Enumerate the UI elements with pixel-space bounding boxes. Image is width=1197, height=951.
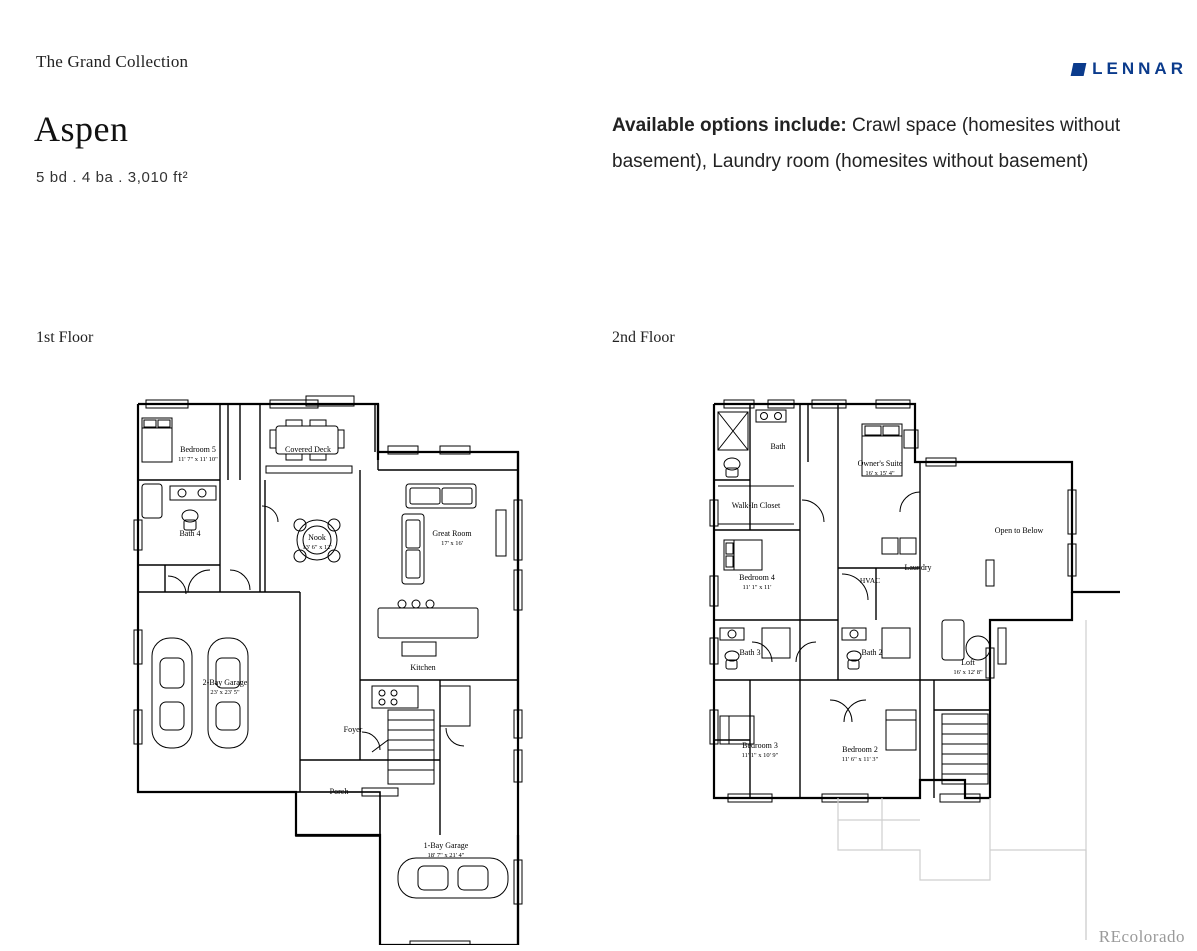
- room-label: 2-Bay Garage: [202, 678, 248, 687]
- plan-specs: 5 bd . 4 ba . 3,010 ft²: [36, 169, 189, 186]
- page-title: Aspen: [34, 109, 129, 149]
- lennar-mark-icon: [1071, 63, 1087, 76]
- room-label: Loft: [961, 658, 975, 667]
- room-label: Covered Deck: [285, 445, 331, 454]
- room-label: Bedroom 2: [842, 745, 878, 754]
- room-label: Open to Below: [994, 526, 1044, 535]
- room-label: Foyer: [343, 725, 363, 734]
- available-options-text: Crawl space (homesites without basement), Laundry room (homesites without basement): [612, 115, 1121, 172]
- room-dims: 18' 7" x 21' 4": [427, 852, 465, 859]
- room-label: Bath 2: [861, 648, 883, 657]
- room-dims: 16' x 15' 4": [865, 470, 895, 477]
- collection-title: The Grand Collection: [36, 52, 189, 71]
- room-label: Bedroom 3: [742, 741, 778, 750]
- room-label: Owner's Suite: [857, 459, 903, 468]
- room-label: Bedroom 5: [180, 445, 216, 454]
- room-label: Bath 4: [179, 529, 201, 538]
- room-dims: 17' x 16': [441, 540, 463, 547]
- room-label: Kitchen: [410, 663, 436, 672]
- available-options-label: Available options include:: [612, 115, 847, 136]
- available-options: [612, 108, 1182, 180]
- room-dims: 13' 6" x 12': [302, 544, 332, 551]
- room-label: Bath: [770, 442, 786, 451]
- room-label: Nook: [308, 533, 326, 542]
- room-dims: 16' x 12' 8": [953, 669, 983, 676]
- floor-label-2: 2nd Floor: [612, 329, 675, 346]
- room-label: Walk-In Closet: [731, 501, 781, 510]
- floorplan-second-floor-svg: [690, 380, 1120, 945]
- room-label: HVAC: [859, 576, 881, 585]
- room-dims: 11' 7" x 11' 10": [178, 456, 218, 463]
- room-dims: 11' 6" x 11' 3": [841, 756, 879, 763]
- room-label: Great Room: [432, 529, 472, 538]
- room-dims: 23' x 23' 5": [210, 689, 240, 696]
- room-label: 1-Bay Garage: [423, 841, 469, 850]
- floorplan-second-floor: [690, 380, 1120, 945]
- room-dims: 11' 1" x 11': [742, 584, 772, 591]
- watermark: REcolorado: [1098, 927, 1185, 946]
- floorplan-first-floor-svg: [110, 380, 550, 945]
- lennar-logo: [1072, 59, 1187, 79]
- room-label: Bedroom 4: [739, 573, 775, 582]
- room-dims: 11' 1" x 10' 9": [741, 752, 779, 759]
- lennar-wordmark: LENNAR: [1092, 59, 1187, 78]
- floor-label-1: 1st Floor: [36, 329, 94, 346]
- room-label: Bath 3: [739, 648, 761, 657]
- room-label: Laundry: [904, 563, 932, 572]
- room-label: Porch: [329, 787, 349, 796]
- floorplan-first-floor: [110, 380, 550, 945]
